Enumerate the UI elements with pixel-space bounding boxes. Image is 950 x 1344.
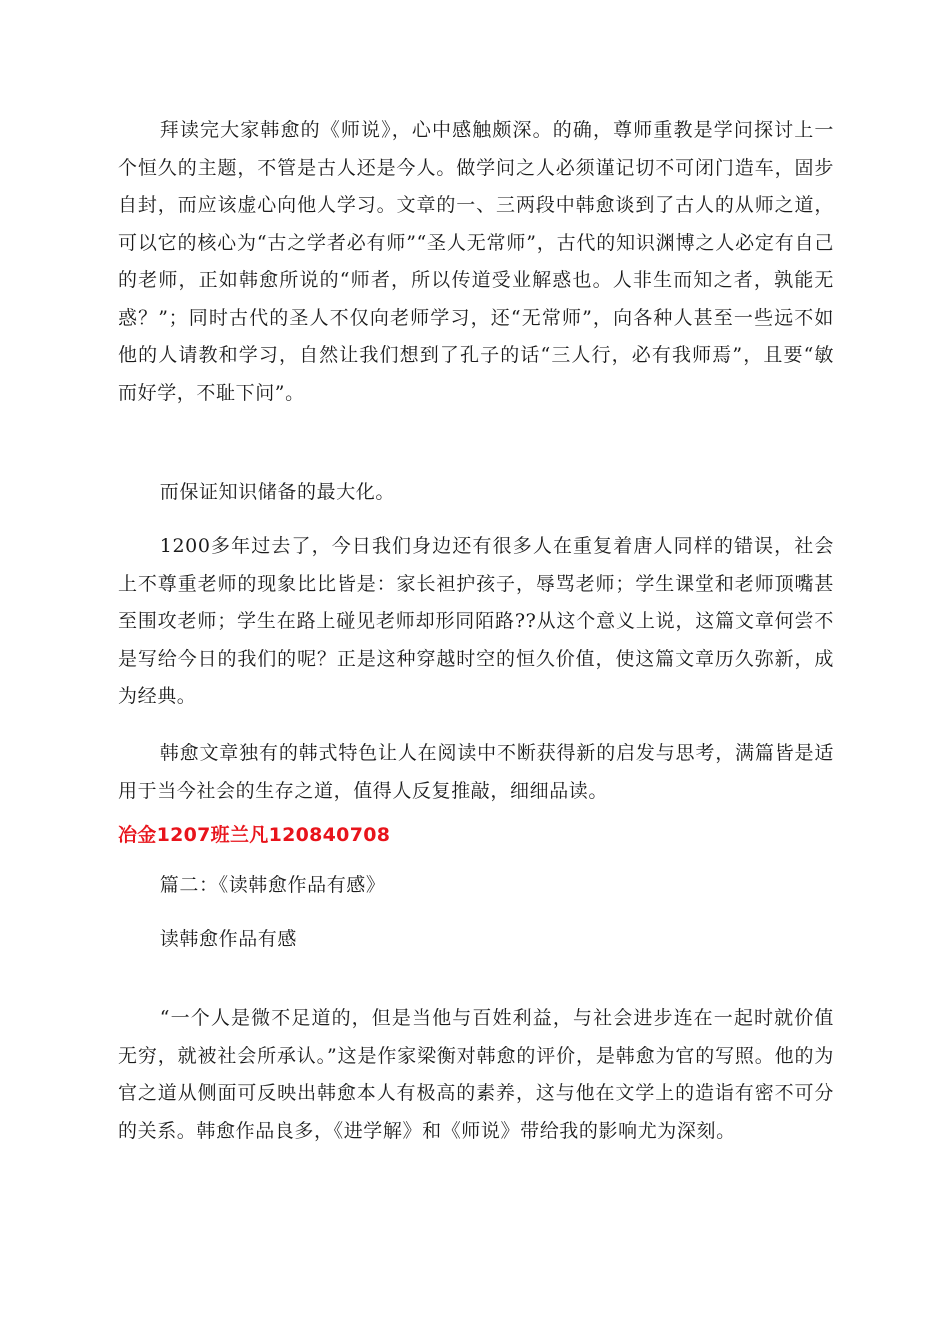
paragraph-shishuo-reflection: 拜读完大家韩愈的《师说》，心中感触颇深。的确，尊师重教是学问探讨上一个恒久的主题，不管是古人还是今人。做学问之人必须谨记切不可闭门造车，固步自封，而应该虚心向他人学习。文章的一、三两段中韩愈谈到了古人的从师之道，可以它的核心为“古之学者必有师”“圣人无常师”，古代的知识渊博之人必定有自己的老师，正如韩愈所说的“师者，所以传道受业解惑也。人非生而知之者，孰能无惑？”；同时古代的圣人不仅向老师学习，还“无常师”，向各种人甚至一些远不如他的人请教和学习，自然让我们想到了孔子的话“三人行，必有我师焉”，且要“敏而好学，不耻下问”。 bbox=[118, 119, 834, 404]
article-two-title: 读韩愈作品有感 bbox=[159, 928, 297, 950]
paragraph-knowledge: 而保证知识储备的最大化。 bbox=[159, 481, 395, 503]
article-two-label: 篇二：《读韩愈作品有感》 bbox=[159, 874, 386, 896]
paragraph-modern-issues: 1200多年过去了，今日我们身边还有很多人在重复着唐人同样的错误，社会上不尊重老师的现象比比皆是：家长袒护孩子，辱骂老师；学生课堂和老师顶嘴甚至围攻老师；学生在路上碰见老师却形同陌路??从这个意义上说，这篇文章何尝不是写给今日的我们的呢？正是这种穿越时空的恒久价值，使这篇文章历久弥新，成为经典。 bbox=[118, 535, 834, 707]
paragraph-liangheng-quote: “一个人是微不足道的，但是当他与百姓利益，与社会进步连在一起时就价值无穷，就被社会所承认。”这是作家梁衡对韩愈的评价，是韩愈为官的写照。他的为官之道从侧面可反映出韩愈本人有极高的素养，这与他在文学上的造诣有密不可分的关系。韩愈作品良多，《进学解》和《师说》带给我的影响尤为深刻。 bbox=[118, 1007, 834, 1142]
author-line: 冶金1207班兰凡120840708 bbox=[118, 824, 391, 846]
paragraph-han-style: 韩愈文章独有的韩式特色让人在阅读中不断获得新的启发与思考，满篇皆是适用于当今社会的生存之道，值得人反复推敲，细细品读。 bbox=[118, 742, 834, 802]
